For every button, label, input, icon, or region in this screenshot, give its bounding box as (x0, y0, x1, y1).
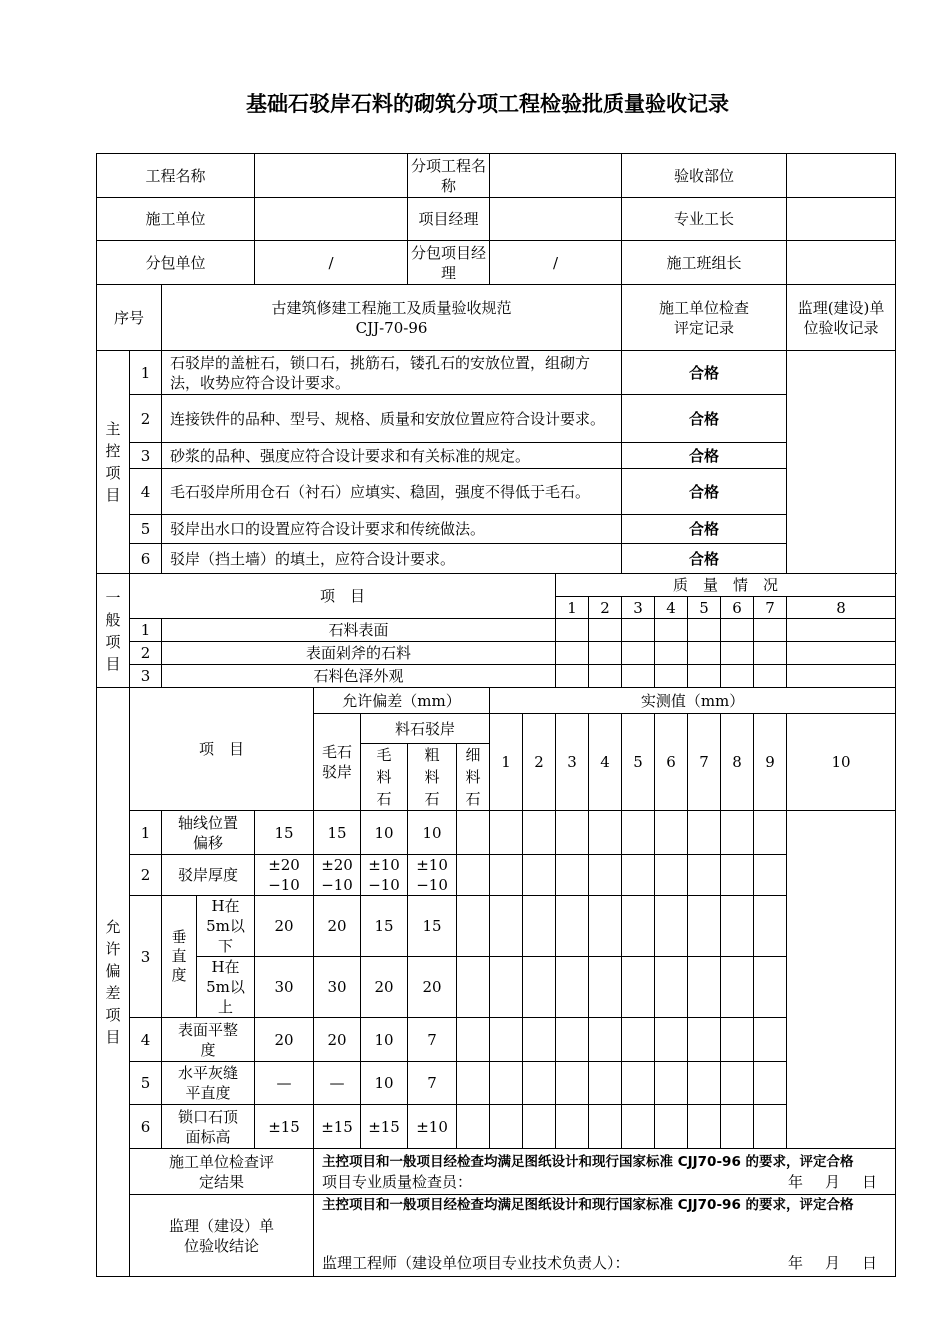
measured-cell[interactable] (754, 855, 787, 896)
measured-cell[interactable] (589, 855, 622, 896)
deviation-row-number: 1 (130, 811, 162, 855)
deviation-item-header: 项 目 (130, 688, 314, 811)
quality-cell[interactable] (622, 619, 655, 642)
measured-cell[interactable] (556, 1062, 589, 1105)
construction-conclusion: 主控项目和一般项目经检查均满足图纸设计和现行国家标准 CJJ70-96 的要求，评定合格 (322, 1153, 854, 1170)
quality-cell[interactable] (556, 642, 589, 665)
deviation-row-number: 5 (130, 1062, 162, 1105)
material-sub-header: 粗料石 (408, 744, 457, 811)
seq-header: 序号 (97, 285, 162, 351)
measured-cell[interactable] (589, 957, 622, 1018)
quality-cell[interactable] (622, 642, 655, 665)
construction-unit-label: 施工单位 (97, 198, 255, 241)
measured-cell[interactable] (556, 1105, 589, 1149)
main-item-result[interactable]: 合格 (622, 351, 787, 395)
quality-col-header: 7 (754, 597, 787, 619)
general-item-text: 表面剁斧的石料 (162, 642, 556, 665)
allowed-deviation-value: 20 (408, 957, 457, 1018)
measured-col-header: 3 (556, 714, 589, 811)
measured-col-header: 4 (589, 714, 622, 811)
allowed-deviation-value: 20 (255, 896, 314, 957)
measured-cell[interactable] (688, 1018, 721, 1062)
quality-cell[interactable] (787, 665, 896, 688)
main-item-number: 2 (130, 395, 162, 443)
team-leader-label: 施工班组长 (622, 241, 787, 285)
foreman-label: 专业工长 (622, 198, 787, 241)
measured-cell[interactable] (754, 1018, 787, 1062)
standard-header (162, 285, 622, 351)
allowed-deviation-value: ±20 −10 (314, 855, 361, 896)
construction-result[interactable] (314, 1149, 896, 1195)
measured-cell[interactable] (457, 957, 490, 1018)
material-stone-header: 料石驳岸 (361, 714, 490, 744)
inspection-form (96, 153, 896, 1277)
deviation-row-name: 锁口石顶面标高 (162, 1105, 255, 1149)
deviation-row-number: 4 (130, 1018, 162, 1062)
measured-cell[interactable] (589, 896, 622, 957)
inspection-date[interactable]: 年 月 日 (788, 1172, 878, 1191)
supervision-date[interactable]: 年 月 日 (788, 1254, 878, 1272)
measured-header: 实测值（mm） (490, 688, 896, 714)
quality-cell[interactable] (655, 642, 688, 665)
measured-cell[interactable] (457, 811, 490, 855)
allowed-deviation-value: 10 (361, 1018, 408, 1062)
measured-cell[interactable] (490, 811, 523, 855)
verticality-label: 垂直度 (162, 896, 197, 1018)
main-control-supervision[interactable] (787, 351, 896, 574)
allowed-deviation-value: 15 (314, 811, 361, 855)
measured-cell[interactable] (688, 811, 721, 855)
quality-cell[interactable] (556, 619, 589, 642)
measured-col-header: 7 (688, 714, 721, 811)
quality-cell[interactable] (721, 619, 754, 642)
measured-cell[interactable] (490, 957, 523, 1018)
measured-cell[interactable] (589, 1018, 622, 1062)
measured-cell[interactable] (457, 855, 490, 896)
allowed-deviation-value: 7 (408, 1018, 457, 1062)
measured-cell[interactable] (655, 957, 688, 1018)
measured-cell[interactable] (556, 896, 589, 957)
supervision-conclusion: 主控项目和一般项目经检查均满足图纸设计和现行国家标准 CJJ70-96 的要求，评定合格 (322, 1197, 854, 1213)
measured-cell[interactable] (523, 1105, 556, 1149)
measured-cell[interactable] (457, 1018, 490, 1062)
measured-col-header: 1 (490, 714, 523, 811)
main-item-text: 石驳岸的盖桩石，锁口石，挑筋石，镂孔石的安放位置，组砌方法，收势应符合设计要求。 (162, 351, 622, 395)
measured-cell[interactable] (721, 896, 754, 957)
measured-cell[interactable] (721, 1062, 754, 1105)
measured-col-header: 5 (622, 714, 655, 811)
team-leader-field[interactable] (787, 241, 896, 285)
measured-col-header: 8 (721, 714, 754, 811)
measured-cell[interactable] (721, 1018, 754, 1062)
allowed-deviation-value: 15 (255, 811, 314, 855)
allowed-deviation-header: 允许偏差（mm） (314, 688, 490, 714)
quality-cell[interactable] (655, 665, 688, 688)
measured-cell[interactable] (688, 957, 721, 1018)
deviation-label: 允许偏差项目 (97, 688, 130, 1277)
quality-cell[interactable] (622, 665, 655, 688)
quality-col-header: 6 (721, 597, 754, 619)
measured-cell[interactable] (655, 1062, 688, 1105)
main-item-text: 砂浆的品种、强度应符合设计要求和有关标准的规定。 (162, 443, 622, 469)
measured-cell[interactable] (490, 896, 523, 957)
measured-cell[interactable] (688, 855, 721, 896)
deviation-row-name: 轴线位置偏移 (162, 811, 255, 855)
measured-cell[interactable] (688, 1105, 721, 1149)
measured-cell[interactable] (655, 855, 688, 896)
supervision-result[interactable] (314, 1195, 896, 1277)
standard-code: CJJ-70-96 (355, 318, 428, 337)
measured-cell[interactable] (754, 957, 787, 1018)
allowed-deviation-value: 20 (314, 1018, 361, 1062)
measured-cell[interactable] (457, 896, 490, 957)
supervisor-label: 监理工程师（建设单位项目专业技术负责人）： (322, 1254, 630, 1272)
supervision-result-label: 监理（建设）单位验收结论 (130, 1195, 314, 1277)
allowed-deviation-value: 20 (314, 896, 361, 957)
general-item-number: 2 (130, 642, 162, 665)
allowed-deviation-value: ±10 −10 (408, 855, 457, 896)
quality-cell[interactable] (754, 619, 787, 642)
construction-record-header: 施工单位检查评定记录 (622, 285, 787, 351)
acceptance-part-field[interactable] (787, 154, 896, 198)
allowed-deviation-value: ±15 (361, 1105, 408, 1149)
measured-cell[interactable] (622, 811, 655, 855)
measured-col-header: 10 (787, 714, 896, 811)
foreman-field[interactable] (787, 198, 896, 241)
measured-cell[interactable] (523, 1018, 556, 1062)
measured-col-header: 9 (754, 714, 787, 811)
measured-cell[interactable] (688, 896, 721, 957)
quality-cell[interactable] (721, 665, 754, 688)
construction-unit-field[interactable] (255, 198, 408, 241)
quality-cell[interactable] (589, 665, 622, 688)
quality-col-header: 2 (589, 597, 622, 619)
main-item-number: 5 (130, 515, 162, 544)
allowed-deviation-value: 10 (408, 811, 457, 855)
main-item-number: 6 (130, 544, 162, 574)
allowed-deviation-value: 20 (255, 1018, 314, 1062)
measured-cell[interactable] (490, 1018, 523, 1062)
allowed-deviation-value: ±15 (314, 1105, 361, 1149)
allowed-deviation-value: — (255, 1062, 314, 1105)
measured-cell[interactable] (556, 811, 589, 855)
project-manager-field[interactable] (490, 198, 622, 241)
measured-cell[interactable] (490, 1062, 523, 1105)
deviation-row-name: 水平灰缝平直度 (162, 1062, 255, 1105)
main-item-text: 毛石驳岸所用仓石（衬石）应填实、稳固，强度不得低于毛石。 (162, 469, 622, 515)
general-item-header: 项 目 (130, 574, 556, 619)
measured-cell[interactable] (721, 957, 754, 1018)
measured-cell[interactable] (622, 855, 655, 896)
deviation-row-number: 6 (130, 1105, 162, 1149)
quality-col-header: 3 (622, 597, 655, 619)
rubble-header: 毛石驳岸 (314, 714, 361, 811)
main-item-result[interactable]: 合格 (622, 443, 787, 469)
quality-cell[interactable] (589, 619, 622, 642)
quality-cell[interactable] (688, 642, 721, 665)
quality-cell[interactable] (655, 619, 688, 642)
measured-cell[interactable] (754, 1062, 787, 1105)
measured-cell[interactable] (655, 811, 688, 855)
main-item-result[interactable]: 合格 (622, 544, 787, 574)
measured-cell[interactable] (622, 957, 655, 1018)
general-item-number: 3 (130, 665, 162, 688)
measured-cell[interactable] (721, 1105, 754, 1149)
allowed-deviation-value: 15 (408, 896, 457, 957)
subcontract-manager-field[interactable]: / (490, 241, 622, 285)
project-name-label: 工程名称 (97, 154, 255, 198)
main-item-result[interactable]: 合格 (622, 469, 787, 515)
subcontract-manager-label: 分包项目经理 (408, 241, 490, 285)
quality-header: 质 量 情 况 (556, 574, 896, 597)
measured-cell[interactable] (523, 896, 556, 957)
allowed-deviation-value: ±15 (255, 1105, 314, 1149)
measured-col-header: 2 (523, 714, 556, 811)
subitem-name-label: 分项工程名称 (408, 154, 490, 198)
measured-cell[interactable] (523, 811, 556, 855)
main-item-result[interactable]: 合格 (622, 395, 787, 443)
main-item-text: 驳岸（挡土墙）的填土，应符合设计要求。 (162, 544, 622, 574)
measured-cell[interactable] (754, 811, 787, 855)
quality-cell[interactable] (721, 642, 754, 665)
measured-cell[interactable] (754, 1105, 787, 1149)
quality-col-header: 4 (655, 597, 688, 619)
measured-cell[interactable] (622, 1105, 655, 1149)
allowed-deviation-value: 15 (361, 896, 408, 957)
construction-result-label: 施工单位检查评定结果 (130, 1149, 314, 1195)
measured-cell[interactable] (754, 896, 787, 957)
quality-cell[interactable] (556, 665, 589, 688)
main-control-label: 主控项目 (97, 351, 130, 574)
measured-cell[interactable] (589, 1105, 622, 1149)
main-item-number: 4 (130, 469, 162, 515)
deviation-row-name: H在5m以上 (197, 957, 255, 1018)
general-item-number: 1 (130, 619, 162, 642)
quality-cell[interactable] (754, 642, 787, 665)
general-item-text: 石料表面 (162, 619, 556, 642)
acceptance-part-label: 验收部位 (622, 154, 787, 198)
project-name-field[interactable] (255, 154, 408, 198)
allowed-deviation-value: 30 (255, 957, 314, 1018)
project-manager-label: 项目经理 (408, 198, 490, 241)
subcontract-unit-label: 分包单位 (97, 241, 255, 285)
page-title: 基础石驳岸石料的砌筑分项工程检验批质量验收记录 (246, 92, 729, 116)
main-item-text: 驳岸出水口的设置应符合设计要求和传统做法。 (162, 515, 622, 544)
allowed-deviation-value: — (314, 1062, 361, 1105)
measured-cell[interactable] (655, 1018, 688, 1062)
general-label: 一般项目 (97, 574, 130, 688)
measured-cell[interactable] (721, 811, 754, 855)
supervision-record-header: 监理(建设)单位验收记录 (787, 285, 896, 351)
measured-cell[interactable] (655, 1105, 688, 1149)
measured-cell[interactable] (721, 855, 754, 896)
measured-cell[interactable] (655, 896, 688, 957)
quality-cell[interactable] (688, 619, 721, 642)
allowed-deviation-value: 30 (314, 957, 361, 1018)
allowed-deviation-value: ±20 −10 (255, 855, 314, 896)
measured-cell[interactable] (589, 1062, 622, 1105)
allowed-deviation-value: 7 (408, 1062, 457, 1105)
measured-cell[interactable] (556, 855, 589, 896)
subitem-name-field[interactable] (490, 154, 622, 198)
quality-cell[interactable] (787, 619, 896, 642)
measured-cell[interactable] (688, 1062, 721, 1105)
main-item-text: 连接铁件的品种、型号、规格、质量和安放位置应符合设计要求。 (162, 395, 622, 443)
quality-cell[interactable] (787, 642, 896, 665)
allowed-deviation-value: ±10 (408, 1105, 457, 1149)
quality-col-header: 8 (787, 597, 896, 619)
material-sub-header: 细料石 (457, 744, 490, 811)
measured-cell[interactable] (556, 1018, 589, 1062)
measured-cell[interactable] (523, 1062, 556, 1105)
allowed-deviation-value: 10 (361, 1062, 408, 1105)
measured-cell[interactable] (457, 1062, 490, 1105)
quality-col-header: 5 (688, 597, 721, 619)
subcontract-unit-field[interactable]: / (255, 241, 408, 285)
deviation-row-name: 表面平整度 (162, 1018, 255, 1062)
measured-cell[interactable] (523, 957, 556, 1018)
deviation-row-number: 2 (130, 855, 162, 896)
inspector-label: 项目专业质量检查员： (322, 1172, 473, 1191)
standard-name: 古建筑修建工程施工及质量验收规范 (271, 298, 512, 317)
measured-cell[interactable] (622, 896, 655, 957)
allowed-deviation-value: 10 (361, 811, 408, 855)
measured-col-header: 6 (655, 714, 688, 811)
quality-cell[interactable] (688, 665, 721, 688)
measured-cell[interactable] (622, 1062, 655, 1105)
deviation-row-number: 3 (130, 896, 162, 1018)
deviation-row-name: H在5m以下 (197, 896, 255, 957)
material-sub-header: 毛料石 (361, 744, 408, 811)
allowed-deviation-value: ±10 −10 (361, 855, 408, 896)
allowed-deviation-value: 20 (361, 957, 408, 1018)
measured-cell[interactable] (457, 1105, 490, 1149)
main-item-result[interactable]: 合格 (622, 515, 787, 544)
measured-cell[interactable] (523, 855, 556, 896)
measured-cell[interactable] (622, 1018, 655, 1062)
main-item-number: 3 (130, 443, 162, 469)
deviation-row-name: 驳岸厚度 (162, 855, 255, 896)
measured-cell[interactable] (556, 957, 589, 1018)
main-item-number: 1 (130, 351, 162, 395)
general-item-text: 石料色泽外观 (162, 665, 556, 688)
measured-cell[interactable] (490, 1105, 523, 1149)
quality-col-header: 1 (556, 597, 589, 619)
quality-cell[interactable] (589, 642, 622, 665)
measured-cell[interactable] (490, 855, 523, 896)
measured-cell[interactable] (589, 811, 622, 855)
quality-cell[interactable] (754, 665, 787, 688)
